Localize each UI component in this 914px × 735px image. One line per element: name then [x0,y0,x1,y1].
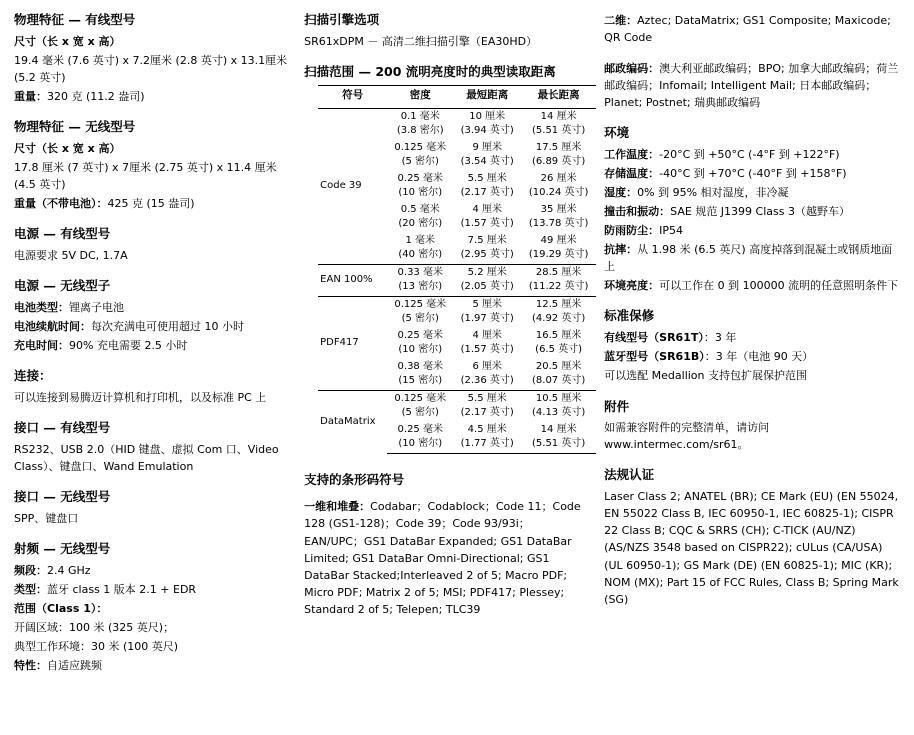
cell-min [453,264,521,296]
cell-density [387,328,453,359]
col-header-min-distance: 最短距离 [453,85,521,108]
cell-density [387,359,453,391]
section-heading: 物理特征 — 无线型号 [14,119,136,135]
cell-symbology: DataMatrix [318,390,387,453]
max-value: 28.5 厘米 [535,266,582,278]
spec-label: 电池类型： [14,300,69,314]
spec-value: IP54 [659,224,684,238]
spec-label: 范围（Class 1）： [14,601,108,615]
min-value: 9 厘米 [472,141,502,153]
cell-min [453,171,521,202]
density-value: 0.125 毫米 [394,392,447,404]
cell-min [453,108,521,140]
min-value: 5.5 厘米 [467,392,507,404]
section-heading: 附件 [604,398,630,414]
density-sub: (3.8 密尔) [396,125,444,137]
spec-value: -20°C 到 +50°C (-4°F 到 +122°F) [659,148,840,162]
max-value: 35 厘米 [540,203,577,215]
max-value: 20.5 厘米 [535,360,582,372]
spec-value: 从 1.98 米 (6.5 英尺) 高度掉落到混凝土或钢质地面上 [604,243,893,274]
col-header-symbol: 符号 [318,85,387,108]
max-value: 14 厘米 [540,423,577,435]
density-sub: (10 密尔) [398,438,443,450]
section-2d-symbologies [604,12,900,46]
section-heading: 扫描引擎选项 [304,12,380,27]
cell-density [387,171,453,202]
engine-option-line: SR61xDPM － 高清二维扫描引擎（EA30HD） [304,34,538,48]
section-interface-wired [14,420,288,475]
min-sub: (2.36 英寸) [460,375,514,387]
col-header-max-distance: 最长距离 [521,85,596,108]
spec-value: ：3 年（电池 90 天） [704,350,814,364]
scan-range-table [318,85,596,454]
min-sub: (3.94 英寸) [460,125,514,137]
section-heading: 环境 [604,125,630,141]
symbology-text: Codabar；Codablock；Code 11；Code 128 (GS1-128)；Code 39；Code 93/93i；EAN/UPC；GS1 DataBar Expanded; GS1 DataBar Limited; GS1 DataBar Omni-Directional; GS1 DataBar Stacked;Interleaved 2 of 5; Macro PDF; Micro PDF; Matrix 2 of 5; MSI; PDF417; Plessey; Standard 2 of 5; Telepen; TLC39 [304,500,581,616]
spec-label: 存储温度： [604,167,660,181]
cell-symbology: Code 39 [320,179,362,191]
cell-min [453,233,521,265]
min-value: 7.5 厘米 [467,234,507,246]
density-value: 0.125 毫米 [394,298,447,310]
section-heading: 法规认证 [604,467,655,483]
max-sub: (13.78 英寸) [528,218,589,230]
spec-value: 开阔区域：100 米 (325 英尺)； [14,620,175,634]
spec-label: 抗摔： [604,243,638,257]
max-sub: (11.22 英寸) [528,281,589,293]
spec-value: 自适应跳频 [47,658,102,672]
min-value: 10 厘米 [469,110,506,122]
max-sub: (8.07 英寸) [532,375,586,387]
density-sub: (5 密尔) [401,407,439,419]
max-sub: (4.13 英寸) [532,407,586,419]
section-regulatory [604,467,900,607]
max-sub: (5.51 英寸) [532,125,586,137]
max-sub: (6.5 英寸) [535,344,583,356]
section-heading: 接口 — 无线型号 [14,488,111,504]
min-sub: (1.57 英寸) [460,218,514,230]
table-row [318,296,596,328]
min-value: 6 厘米 [472,360,502,372]
density-value: 0.25 毫米 [397,172,443,184]
table-header [318,85,596,108]
max-sub: (10.24 英寸) [528,187,589,199]
cell-max [521,108,596,140]
max-value: 49 厘米 [540,234,577,246]
cell-min [453,202,521,233]
spec-value: 17.8 厘米 (7 英寸) x 7厘米 (2.75 英寸) x 11.4 厘米 (4.5 英寸) [14,160,277,192]
spec-label: 重量（不带电池）： [14,197,108,211]
accessory-text: 如需兼容附件的完整清单，请访问 www.intermec.com/sr61。 [604,421,770,452]
spec-label: 环境亮度： [604,279,660,293]
spec-value: 可以选配 Medallion 支持包扩展保护范围 [604,369,807,383]
cell-min [453,328,521,359]
max-value: 16.5 厘米 [535,329,582,341]
table-row [318,390,596,422]
spec-label: 蓝牙型号（SR61B） [604,350,705,364]
section-heading: 电源 — 有线型号 [14,226,111,242]
cell-max [521,328,596,359]
section-heading: 物理特征 — 有线型号 [14,12,136,27]
section-radio-wireless [14,541,288,674]
spec-value: 90% 充电需要 2.5 小时 [69,339,188,353]
spec-label: 工作温度： [604,148,660,162]
max-value: 10.5 厘米 [535,392,582,404]
section-environment [604,125,900,294]
table-row [318,264,596,296]
density-value: 0.38 毫米 [397,360,443,372]
min-sub: (3.54 英寸) [460,156,514,168]
cell-max [521,171,596,202]
density-sub: (10 密尔) [398,344,443,356]
max-sub: (5.51 英寸) [532,438,586,450]
three-column-layout [14,12,900,688]
min-value: 5 厘米 [472,298,502,310]
spec-value: 电源要求 5V DC, 1.7A [14,249,128,262]
density-value: 0.125 毫米 [394,141,447,153]
spec-value: 每次充满电可使用超过 10 小时 [91,319,244,333]
section-warranty [604,308,900,384]
max-value: 17.5 厘米 [535,141,582,153]
min-sub: (1.97 英寸) [460,313,514,325]
density-value: 0.25 毫米 [397,423,443,435]
spec-value: 19.4 毫米 (7.6 英寸) x 7.2厘米 (2.8 英寸) x 13.1厘米 (5.2 英寸) [14,53,288,84]
min-sub: (2.17 英寸) [460,407,514,419]
density-value: 0.5 毫米 [400,203,440,215]
spec-label: 频段： [14,563,47,577]
spec-value: 0% 到 95% 相对湿度，非冷凝 [637,186,789,200]
section-interface-wireless [14,489,288,527]
regulatory-text: Laser Class 2; ANATEL (BR); CE Mark (EU) (EN 55024, EN 55022 Class B, IEC 60950-1, IEC 60825-1); CISPR 22 Class B; CQC & SRRS (CH); C-TICK (AU/NZ) (AS/NZS 3548 based on CISPR22); cULus (CA/USA) (UL 60950-1); GS Mark (DE) (EN 60825-1); MIC (KR); NOM (MX); Part 15 of FCC Rules, Class B; Spring Mark (SG) [604,490,899,606]
spec-label: 重量： [14,90,47,104]
spec-label: 湿度： [604,186,638,200]
spec-value: 典型工作环境：30 米 (100 英尺) [14,639,179,653]
cell-symbology: PDF417 [318,296,387,390]
cell-min [453,422,521,454]
cell-max [521,422,596,454]
section-physical-wireless [14,119,288,212]
min-sub: (2.05 英寸) [460,281,514,293]
spec-value: 锂离子电池 [69,300,124,314]
spec-label: 撞击和振动： [604,205,671,219]
cell-density [387,422,453,454]
density-sub: (13 密尔) [398,281,443,293]
section-heading: 接口 — 有线型号 [14,419,111,435]
cell-density [387,233,453,265]
section-physical-wired [14,12,288,105]
spec-value: 320 克 (11.2 盎司) [47,90,145,104]
density-sub: (15 密尔) [398,375,443,387]
symbology-label: 一维和堆叠： [304,500,371,514]
cell-max [521,233,596,265]
cell-density [387,296,453,328]
cell-symbology: EAN 100% [318,264,387,296]
section-connectivity [14,368,288,406]
spec-value: SAE 规范 J1399 Class 3（越野车） [670,205,850,219]
min-value: 4 厘米 [472,203,502,215]
min-value: 5.5 厘米 [467,172,507,184]
spec-value: -40°C 到 +70°C (-40°F 到 +158°F) [659,167,847,181]
spec-label: 尺寸（长 x 宽 x 高） [14,34,121,48]
max-sub: (19.29 英寸) [528,249,589,261]
section-heading: 支持的条形码符号 [304,471,405,487]
min-sub: (2.17 英寸) [460,187,514,199]
density-value: 1 毫米 [405,234,436,246]
min-sub: (1.77 英寸) [460,438,514,450]
col-header-density: 密度 [387,85,453,108]
density-sub: (20 密尔) [398,218,443,230]
table-row [318,108,596,140]
section-postal-codes [604,60,900,111]
spec-value: ：3 年 [703,331,737,345]
table-header-row [318,85,596,108]
cell-density [387,264,453,296]
table-body [318,108,596,453]
spec-value: 425 克 (15 盎司) [107,197,195,211]
density-value: 0.1 毫米 [400,110,440,122]
section-power-wired [14,226,288,264]
density-value: 0.25 毫米 [397,329,443,341]
spec-value: 可以工作在 0 到 100000 流明的任意照明条件下 [659,279,899,293]
min-value: 4 厘米 [472,329,502,341]
cell-density [387,108,453,140]
section-power-wireless [14,278,288,354]
density-value: 0.33 毫米 [397,266,443,278]
cell-max [521,202,596,233]
min-value: 5.2 厘米 [467,266,507,278]
max-value: 26 厘米 [540,172,577,184]
cell-min [453,296,521,328]
right-column [604,12,900,622]
spec-value: 2.4 GHz [47,563,91,577]
section-heading: 射频 — 无线型号 [14,540,111,556]
middle-column [304,12,604,632]
section-supported-symbologies [304,472,588,618]
max-value: 12.5 厘米 [535,298,582,310]
max-sub: (6.89 英寸) [532,156,586,168]
section-heading: 连接： [14,368,52,384]
min-value: 4.5 厘米 [467,423,507,435]
spec-label: 电池续航时间： [14,319,91,333]
density-sub: (5 密尔) [401,156,439,168]
density-sub: (5 密尔) [401,313,439,325]
postal-text: 澳大利亚邮政编码；BPO; 加拿大邮政编码；荷兰邮政编码；Infomail; Intelligent Mail; 日本邮政编码；Planet; Postnet; 瑞典邮政编码 [604,62,899,110]
spec-label: 充电时间： [14,339,69,353]
cell-density [387,390,453,422]
cell-min [453,359,521,391]
spec-label: 有线型号（SR61T） [604,331,704,345]
cell-density [387,140,453,171]
cell-max [521,359,596,391]
section-heading: 电源 — 无线型子 [14,278,111,294]
postal-label: 邮政编码： [604,62,660,76]
cell-density [387,202,453,233]
spec-label: 尺寸（长 x 宽 x 高） [14,141,121,155]
section-scan-range [304,64,588,454]
density-sub: (40 密尔) [398,249,443,261]
cell-max [521,264,596,296]
section-scan-engine-options [304,12,588,50]
spec-label: 类型： [14,582,47,596]
section-accessories [604,399,900,454]
density-sub: (10 密尔) [398,187,443,199]
max-sub: (4.92 英寸) [532,313,586,325]
cell-min [453,140,521,171]
max-value: 14 厘米 [540,110,577,122]
min-sub: (1.57 英寸) [460,344,514,356]
left-column [14,12,304,688]
section-heading: 扫描范围 — 200 流明亮度时的典型读取距离 [304,63,556,79]
twod-text: Aztec; DataMatrix; GS1 Composite; Maxicode; QR Code [604,14,891,45]
spec-label: 特性： [14,658,47,672]
twod-label: 二维： [604,14,638,27]
min-sub: (2.95 英寸) [460,249,514,261]
spec-value: 可以连接到易腾迈计算机和打印机，以及标准 PC 上 [14,390,267,404]
cell-max [521,296,596,328]
spec-value: RS232、USB 2.0（HID 键盘、虚拟 Com 口、Video Class）、键盘口、Wand Emulation [14,442,279,473]
spec-value: SPP、键盘口 [14,511,79,525]
cell-max [521,140,596,171]
spec-value: 蓝牙 class 1 版本 2.1 + EDR [47,582,197,596]
spec-label: 防雨防尘： [604,224,660,238]
cell-max [521,390,596,422]
section-heading: 标准保修 [604,308,655,324]
cell-min [453,390,521,422]
